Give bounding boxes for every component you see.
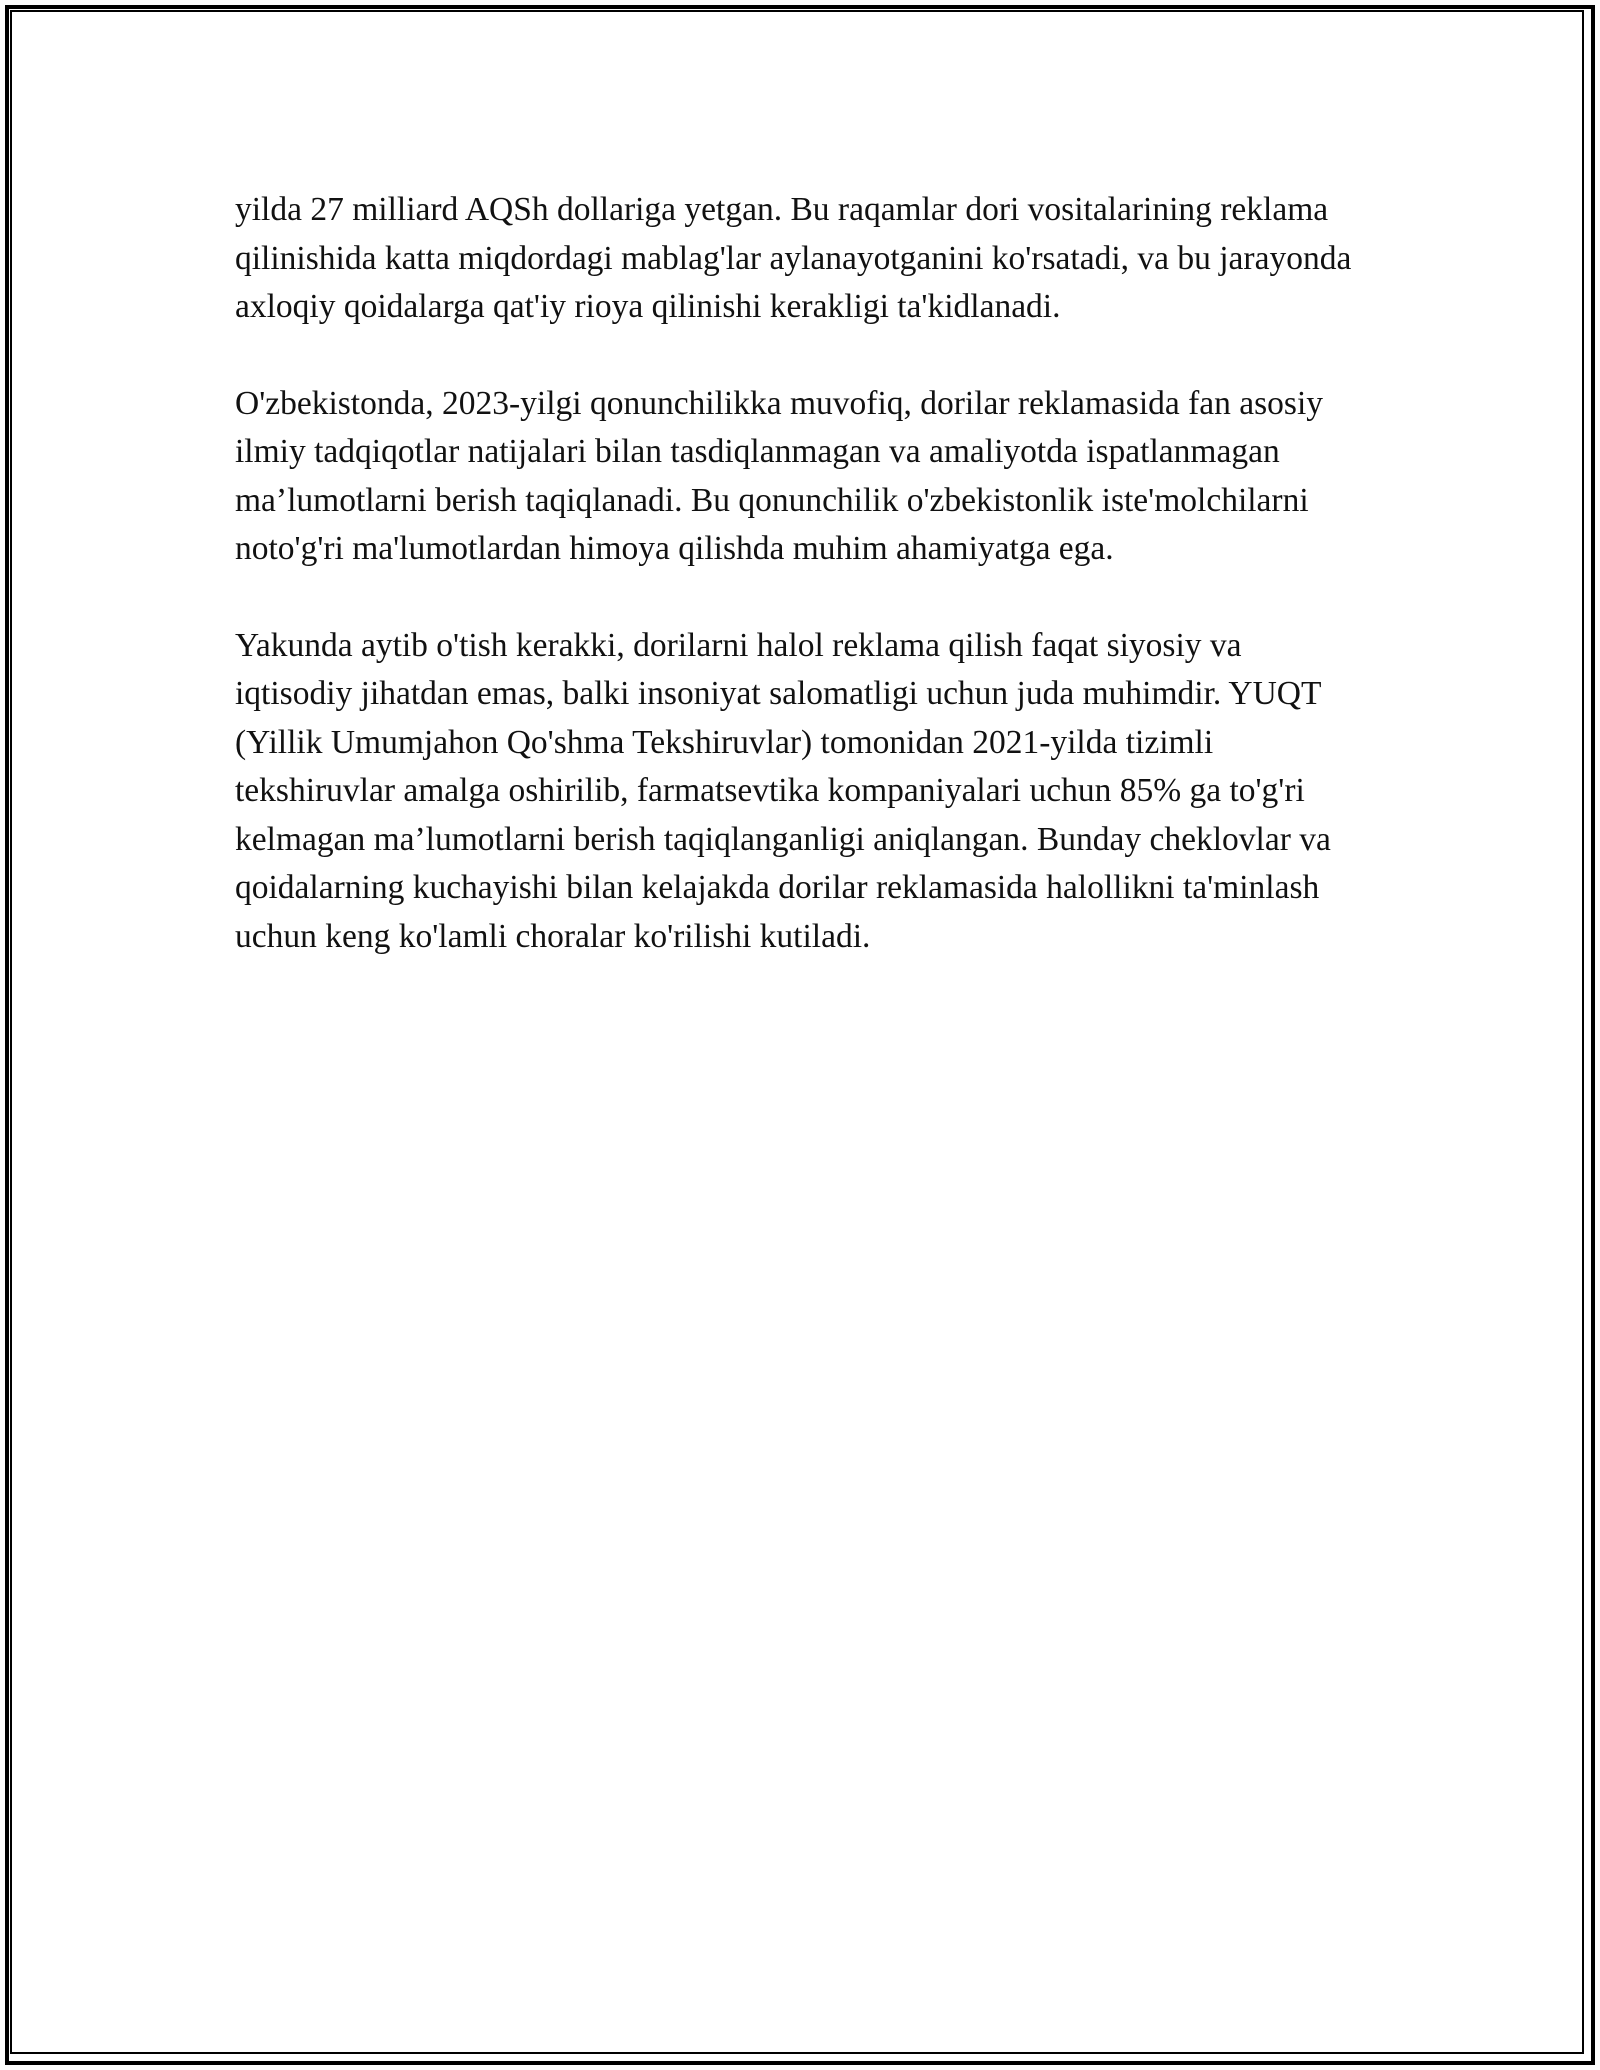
- paragraph-1: yilda 27 milliard AQSh dollariga yetgan. Bu raqamlar dori vositalarining reklama qilinishida katta miqdordagi mablag'lar aylanayotganini ko'rsatadi, va bu jarayonda axloqiy qoidalarga qat'iy rioya qilinishi kerakligi ta'kidlanadi.: [235, 191, 1352, 325]
- paragraph-3: Yakunda aytib o'tish kerakki, dorilarni halol reklama qilish faqat siyosiy va iqtisodiy jihatdan emas, balki insoniyat salomatligi uchun juda muhimdir. YUQT (Yillik Umumjahon Qo'shma Tekshiruvlar) tomonidan 2021-yilda tizimli tekshiruvlar amalga oshirilib, farmatsevtika kompaniyalari uchun 85% ga to'g'ri kelmagan ma’lumotlarni berish taqiqlanganligi aniqlangan. Bunday cheklovlar va qoidalarning kuchayishi bilan kelajakda dorilar reklamasida halollikni ta'minlash uchun keng ko'lamli choralar ko'rilishi kutiladi.: [235, 626, 1331, 955]
- document-body: [235, 186, 1365, 1009]
- paragraph-2: O'zbekistonda, 2023-yilgi qonunchilikka muvofiq, dorilar reklamasida fan asosiy ilmiy tadqiqotlar natijalari bilan tasdiqlanmagan va amaliyotda ispatlanmagan ma’lumotlarni berish taqiqlanadi. Bu qonunchilik o'zbekistonlik iste'molchilarni noto'g'ri ma'lumotlardan himoya qilishda muhim ahamiyatga ega.: [235, 384, 1324, 567]
